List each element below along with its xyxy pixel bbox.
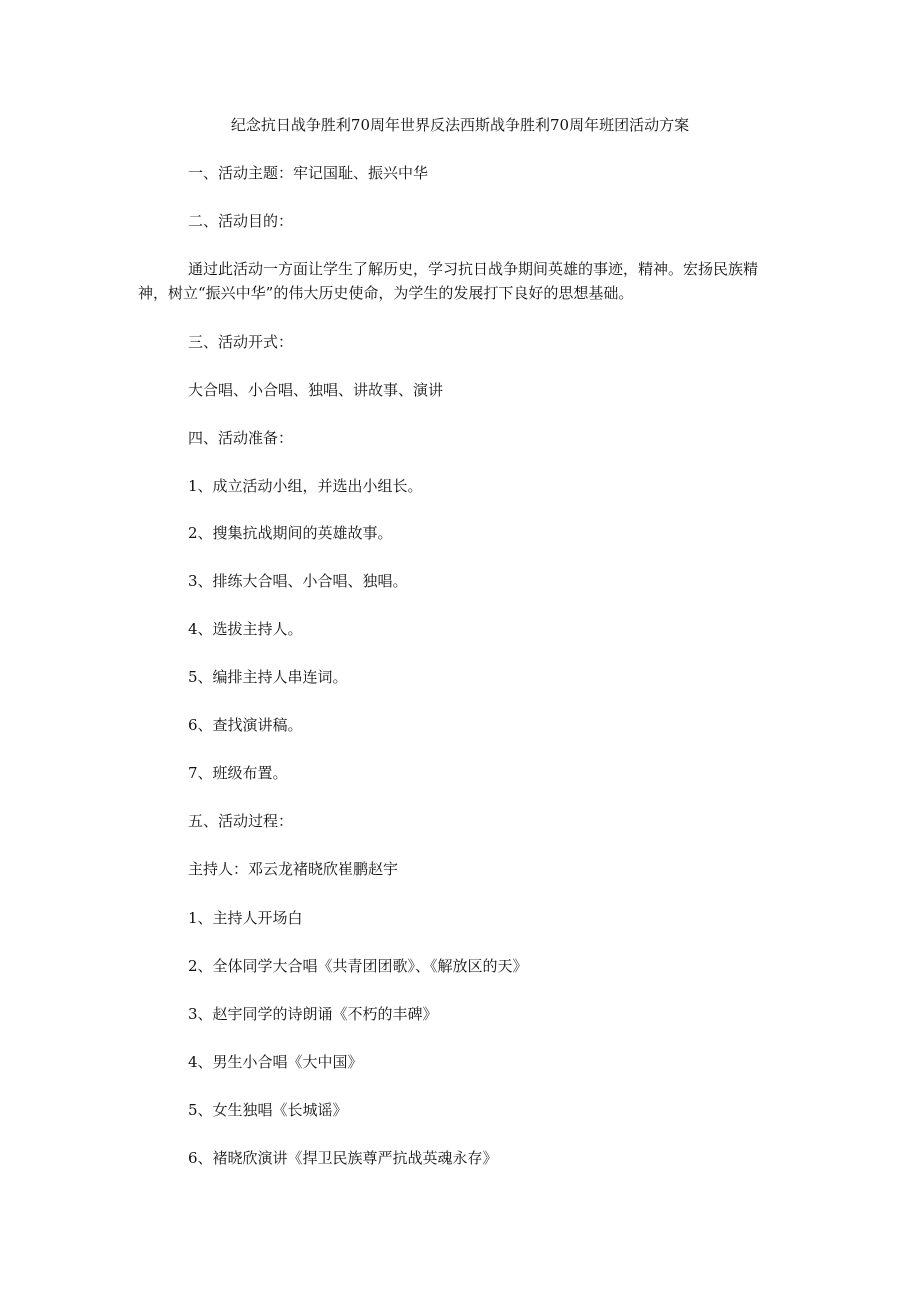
section-process-heading: 五、活动过程： [188,812,294,830]
preparation-item: 5、编排主持人串连词。 [188,668,348,686]
preparation-item: 2、搜集抗战期间的英雄故事。 [188,524,393,542]
section-purpose-heading: 二、活动目的： [188,212,294,230]
process-item: 4、男生小合唱《大中国》 [188,1053,363,1071]
process-item: 1、主持人开场白 [188,909,303,927]
preparation-item: 4、选拔主持人。 [188,620,303,638]
process-item: 2、全体同学大合唱《共青团团歌》、《解放区的天》 [188,957,528,975]
purpose-paragraph: 通过此活动一方面让学生了解历史，学习抗日战争期间英雄的事迹，精神。宏扬民族精神，树立“振兴中华”的伟大历史使命，为学生的发展打下良好的思想基础。 [138,260,759,302]
process-item: 3、赵宇同学的诗朗诵《不朽的丰碑》 [188,1005,438,1023]
section-theme: 一、活动主题：牢记国耻、振兴中华 [188,164,429,182]
hosts-line: 主持人：邓云龙褚晓欣崔鹏赵宇 [188,860,399,878]
preparation-item: 3、排练大合唱、小合唱、独唱。 [188,572,408,590]
preparation-item: 6、查找演讲稿。 [188,716,303,734]
preparation-item: 7、班级布置。 [188,764,288,782]
format-list: 大合唱、小合唱、独唱、讲故事、演讲 [188,381,444,399]
process-item: 5、女生独唱《长城谣》 [188,1101,348,1119]
section-preparation-heading: 四、活动准备： [188,429,294,447]
section-format-heading: 三、活动开式： [188,333,294,351]
process-item: 6、褚晓欣演讲《捍卫民族尊严抗战英魂永存》 [188,1149,498,1167]
document-title: 纪念抗日战争胜利70周年世界反法西斯战争胜利70周年班团活动方案 [230,116,690,134]
preparation-item: 1、成立活动小组，并选出小组长。 [188,477,423,495]
